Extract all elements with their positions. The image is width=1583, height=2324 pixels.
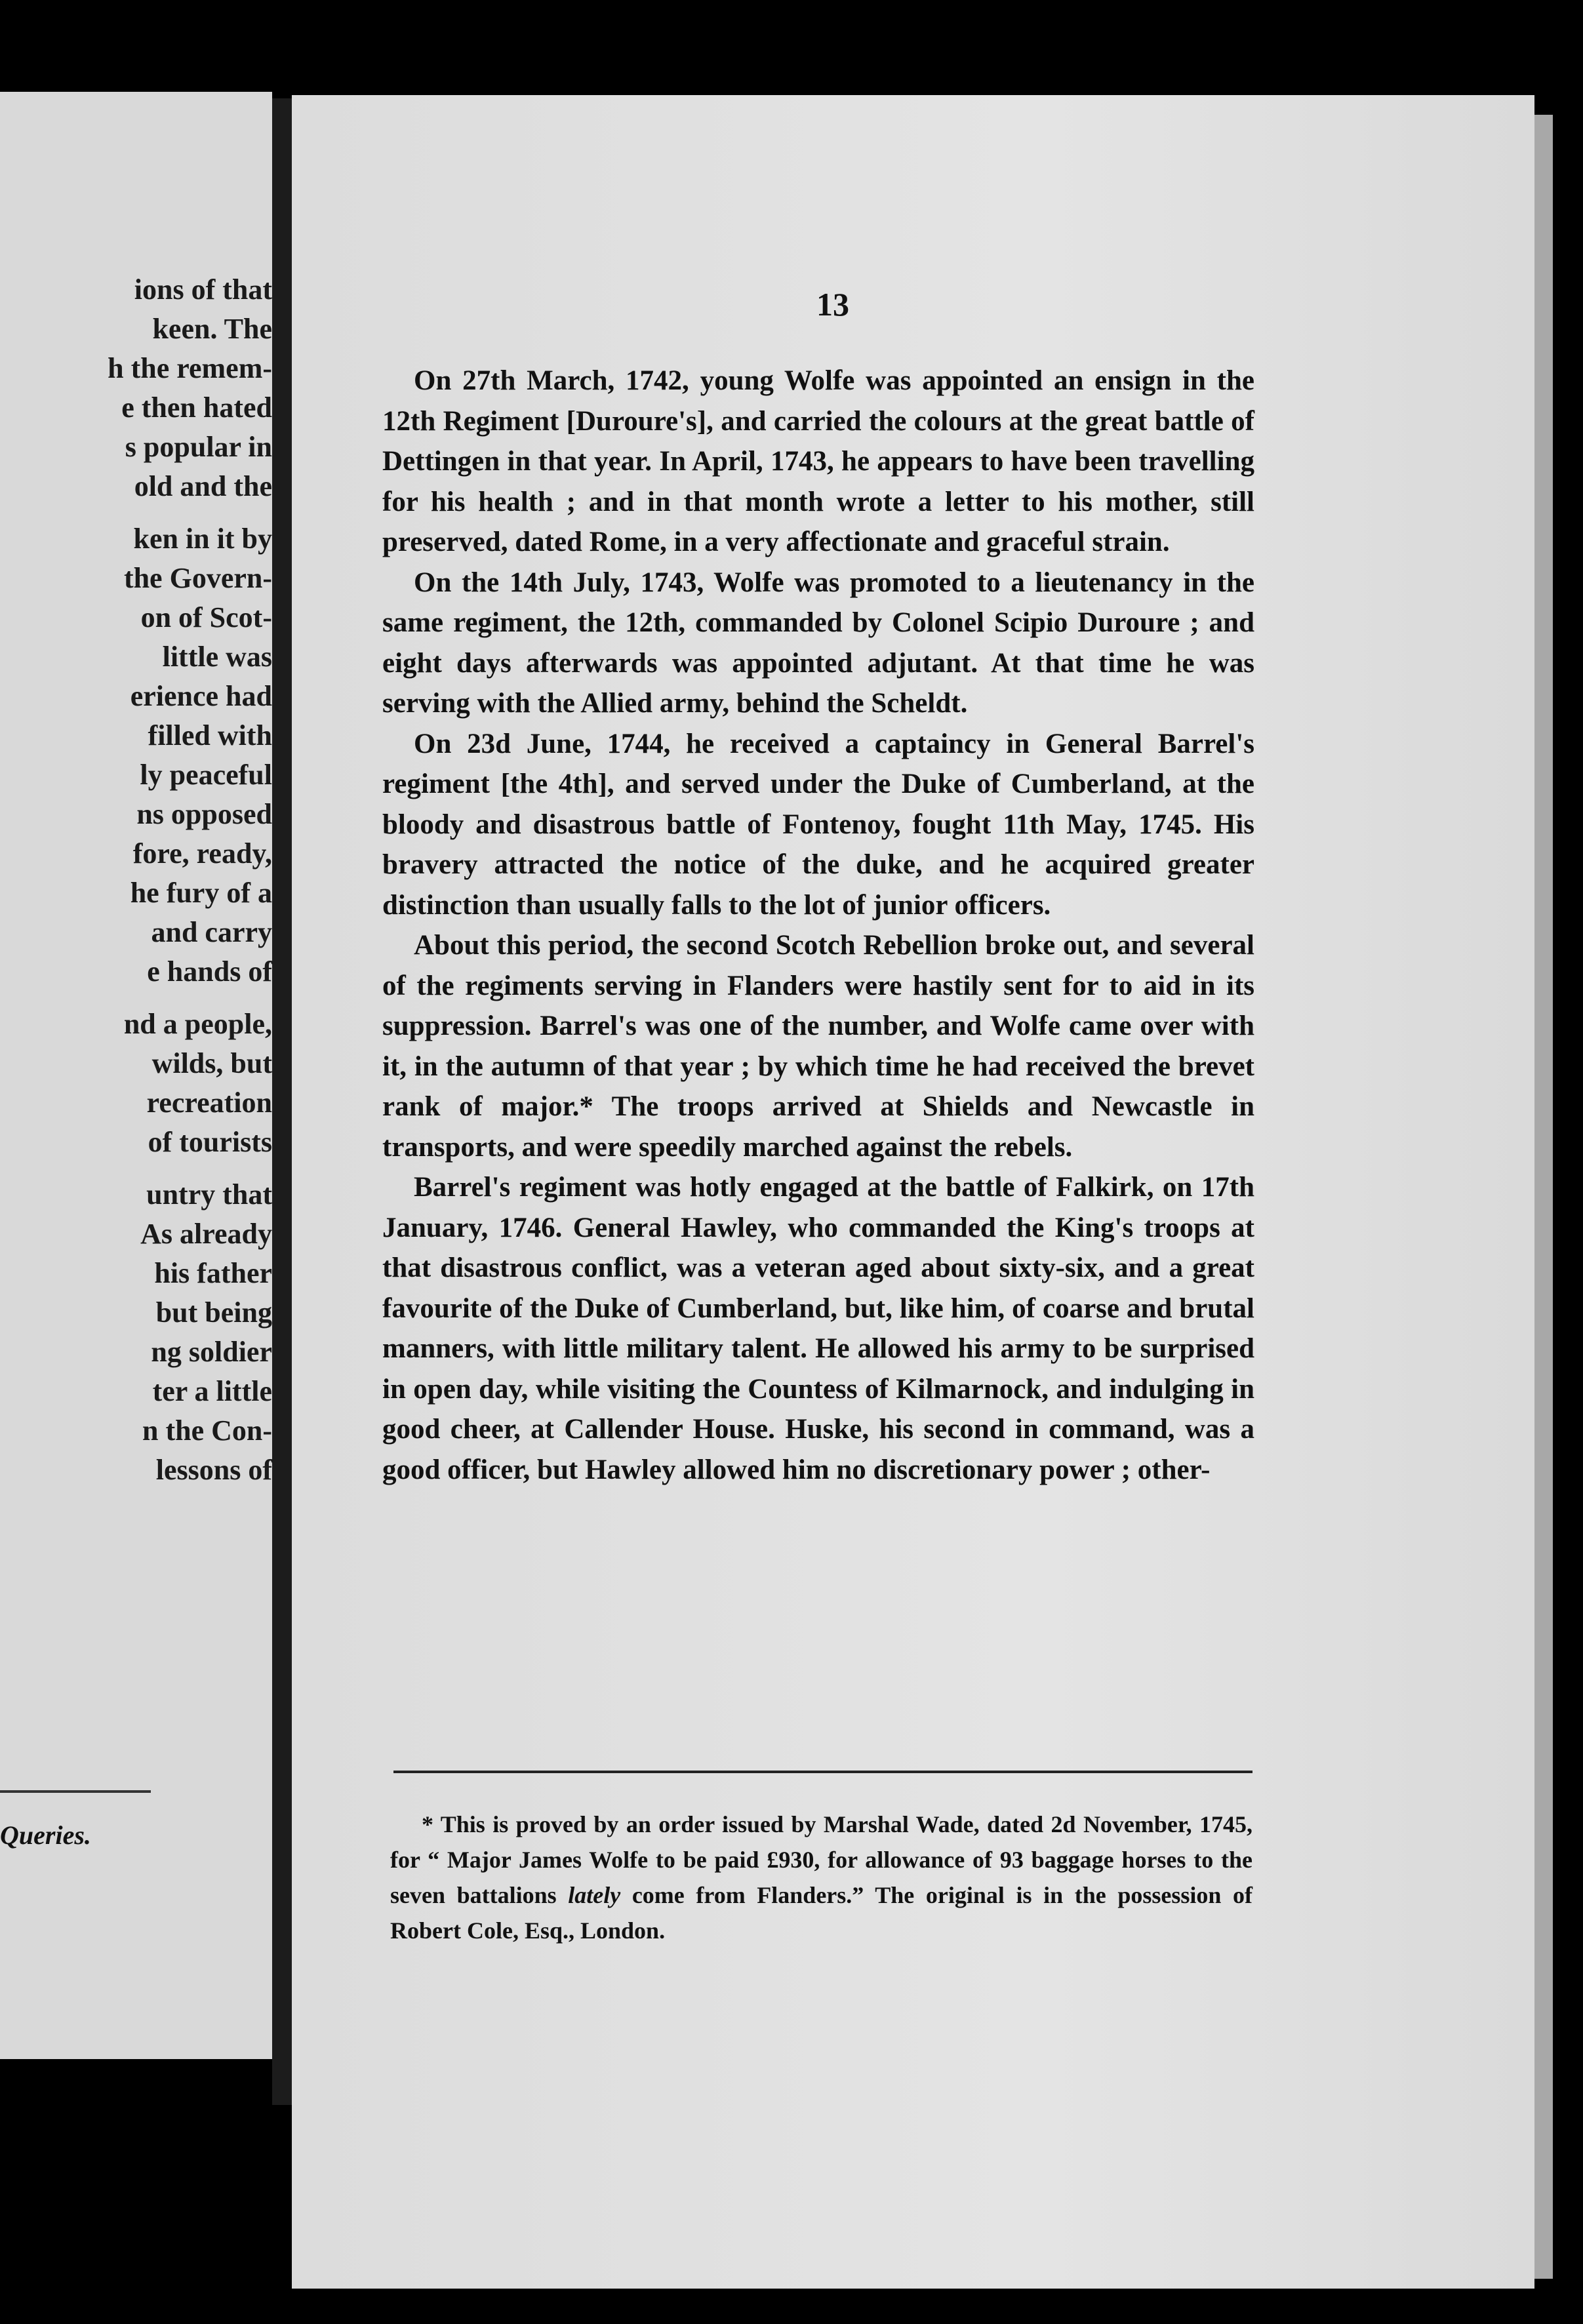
left-page-line: untry that <box>146 1178 272 1211</box>
left-page-line: erience had <box>130 680 272 712</box>
footnote <box>390 1807 1252 1948</box>
body-text <box>382 361 1254 1490</box>
page-number: 13 <box>816 286 849 323</box>
left-page-line: ly peaceful <box>140 759 272 791</box>
left-page-line: and carry <box>151 916 272 948</box>
left-page-line: his father <box>154 1257 272 1289</box>
paragraph: On the 14th July, 1743, Wolfe was promoted to a lieutenancy in the same regiment, the 12th, commanded by Colonel Scipio Duroure ; and eight days afterwards was appointed adjutant. At that time he was serving with the Allied army, behind the Scheldt. <box>382 567 1254 719</box>
left-page-line: ter a little <box>152 1375 272 1407</box>
left-page-line: fore, ready, <box>132 837 272 870</box>
left-page-line: recreation <box>146 1087 272 1119</box>
left-page-footnote-rule <box>0 1790 151 1793</box>
left-page-line: wilds, but <box>151 1047 272 1079</box>
left-page-line: s popular in <box>125 431 272 463</box>
left-page-line: ng soldier <box>151 1336 272 1368</box>
left-page-line: little was <box>162 641 272 673</box>
left-page-line: on of Scot- <box>140 601 272 633</box>
left-page-line: filled with <box>148 719 272 751</box>
left-page-line: ions of that <box>134 273 272 306</box>
left-page-line: h the remem- <box>108 352 272 384</box>
page-edge <box>1534 115 1553 2279</box>
footnote-italic: lately <box>568 1882 621 1908</box>
left-page-line: keen. The <box>152 313 272 345</box>
left-page-line: nd a people, <box>123 1008 272 1040</box>
left-page-fragment <box>0 92 272 2059</box>
footnote-text: * This is proved by an order issued by Marshal Wade, dated 2d November, 1745, for “ Major James Wolfe to be paid £930, for allowance of 93 baggage horses to the seven battalions <box>390 1811 1252 1908</box>
left-page-line: n the Con- <box>142 1414 272 1447</box>
paragraph: On 27th March, 1742, young Wolfe was appointed an ensign in the 12th Regiment [Duroure's], and carried the colours at the great battle of Dettingen in that year. In April, 1743, he appears to have been travelling for his health ; and in that month wrote a letter to his mother, still preserved, dated Rome, in a very affectionate and graceful strain. <box>382 365 1254 557</box>
left-page-line: As already <box>140 1218 272 1250</box>
paragraph: Barrel's regiment was hotly engaged at the battle of Falkirk, on 17th January, 1746. General Hawley, who commanded the King's troops at that disastrous conflict, was a veteran aged about sixty-six, and a great favourite of the Duke of Cumberland, but, like him, of coarse and brutal manners, with little military talent. He allowed his army to be surprised in open day, while visiting the Countess of Kilmarnock, and indulging in good cheer, at Callender House. Huske, his second in command, was a good officer, but Hawley allowed him no discretionary power ; other- <box>382 1172 1254 1485</box>
footnote-text-end: come from Flanders.” The original is in the possession of Robert Cole, Esq., London. <box>390 1882 1252 1944</box>
left-page-line: of tourists <box>148 1126 272 1158</box>
book-gutter <box>272 98 292 2105</box>
left-page-line: ns opposed <box>136 798 272 830</box>
left-page-line: lessons of <box>155 1454 272 1486</box>
left-page-line: ken in it by <box>133 523 272 555</box>
left-page-line: the Govern- <box>123 562 272 594</box>
left-page-line: he fury of a <box>130 877 272 909</box>
left-page-line: e hands of <box>147 955 272 988</box>
paragraph: On 23d June, 1744, he received a captaincy in General Barrel's regiment [the 4th], and served under the Duke of Cumberland, at the bloody and disastrous battle of Fontenoy, fought 11th May, 1745. His bravery attracted the notice of the duke, and he acquired greater distinction than usually falls to the lot of junior officers. <box>382 728 1254 921</box>
left-page-line: e then hated <box>121 391 272 424</box>
left-page-line: but being <box>155 1296 272 1329</box>
right-page <box>292 95 1534 2289</box>
paragraph: About this period, the second Scotch Rebellion broke out, and several of the regiments serving in Flanders were hastily sent for to aid in its suppression. Barrel's was one of the number, and Wolfe came over with it, in the autumn of that year ; by which time he had received the brevet rank of major.* The troops arrived at Shields and Newcastle in transports, and were speedily marched against the rebels. <box>382 930 1254 1163</box>
left-page-footer: Queries. <box>0 1820 91 1850</box>
footnote-rule <box>393 1771 1252 1773</box>
left-page-line: old and the <box>134 470 272 502</box>
